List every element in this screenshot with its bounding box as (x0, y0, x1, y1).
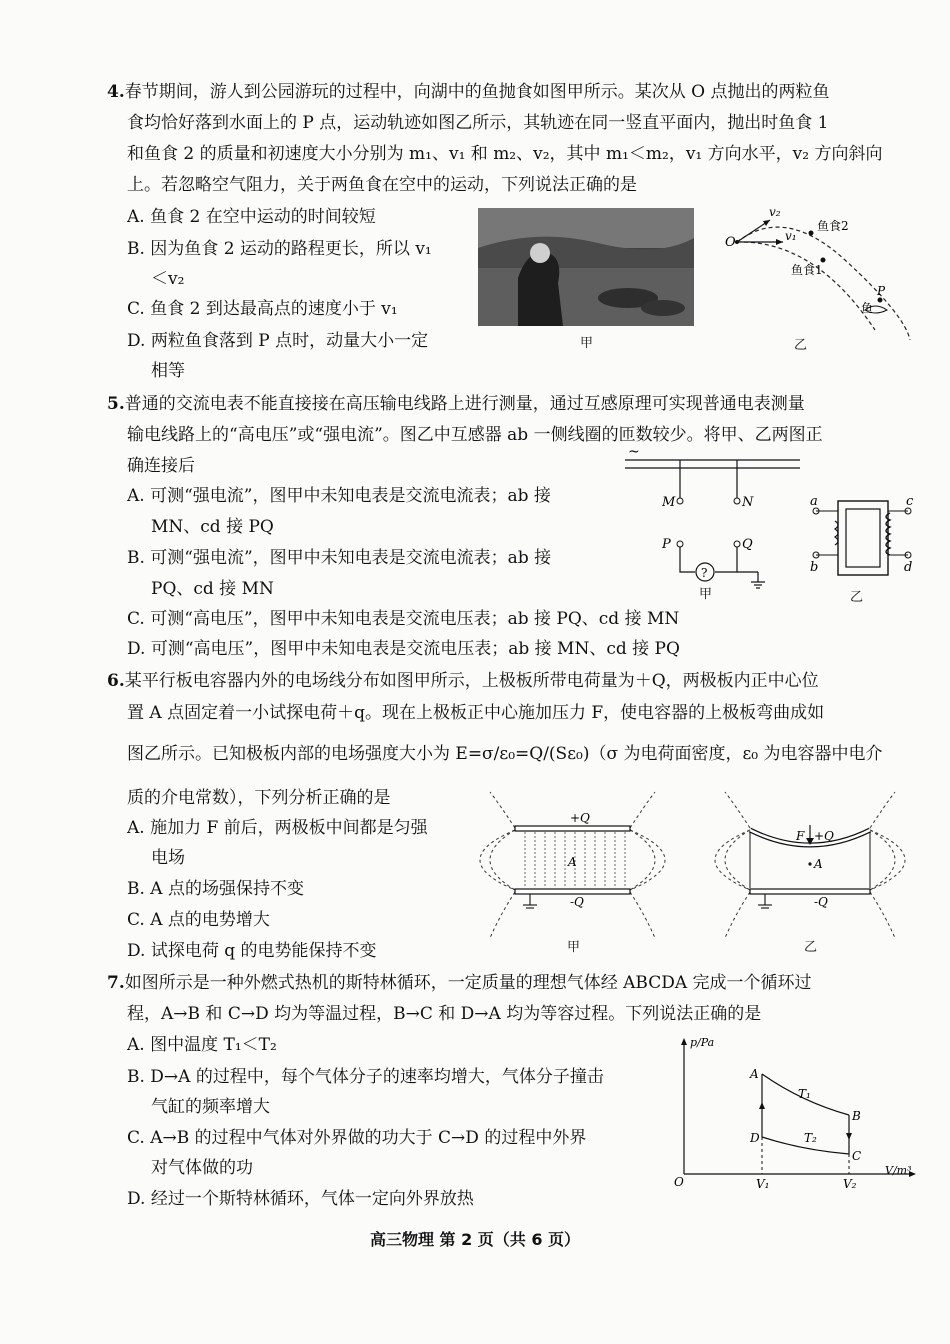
q4-option-a: A. 鱼食 2 在空中运动的时间较短 (127, 207, 376, 227)
q7-option-a: A. 图中温度 T₁＜T₂ (127, 1035, 277, 1055)
svg-text:鱼: 鱼 (861, 301, 874, 315)
svg-text:A: A (750, 1067, 759, 1081)
q5-fig-a-caption: 甲 (699, 587, 713, 602)
q5-option-b-cont: PQ、cd 接 MN (151, 579, 274, 599)
svg-text:C: C (852, 1149, 862, 1163)
q4-stem-line-1: 4.春节期间，游人到公园游玩的过程中，向湖中的鱼抛食如图甲所示。某次从 O 点抛出的两粒鱼 (107, 82, 830, 102)
svg-text:V₂: V₂ (843, 1177, 857, 1191)
q6-option-d: D. 试探电荷 q 的电势能保持不变 (127, 941, 377, 961)
svg-text:-Q: -Q (814, 895, 828, 909)
q4-option-d: D. 两粒鱼食落到 P 点时，动量大小一定 (127, 331, 429, 351)
svg-text:c: c (906, 495, 914, 509)
svg-text:P: P (662, 537, 671, 552)
svg-text:p/Pa: p/Pa (690, 1036, 715, 1049)
q7-option-d: D. 经过一个斯特林循环，气体一定向外界放热 (127, 1189, 474, 1209)
svg-text:Q: Q (742, 537, 753, 552)
q4-fig-a-caption: 甲 (580, 336, 594, 351)
svg-text:d: d (904, 560, 913, 575)
q5-option-c: C. 可测“高电压”，图甲中未知电表是交流电压表；ab 接 PQ、cd 接 MN (127, 609, 680, 629)
svg-text:P: P (877, 284, 886, 298)
svg-text:O: O (725, 235, 736, 250)
svg-text:F: F (796, 829, 805, 843)
q4-number: 4. (107, 82, 125, 102)
q4-option-b-cont: ＜v₂ (151, 269, 185, 289)
q7-option-b-cont: 气缸的频率增大 (151, 1097, 270, 1117)
page-footer: 高三物理 第 2 页（共 6 页） (369, 1230, 581, 1249)
svg-text:+Q: +Q (814, 829, 834, 843)
q4-stem-line-4: 上。若忽略空气阻力，关于两鱼食在空中的运动，下列说法正确的是 (127, 175, 637, 195)
q7-pv-diagram (672, 1032, 942, 1192)
q7-option-c-cont: 对气体做的功 (151, 1158, 253, 1178)
q6-stem-line-3: 图乙所示。已知极板内部的电场强度大小为 E=σ/ε₀=Q/(Sε₀)（σ 为电荷面密度，ε₀ 为电容器中电介 (127, 744, 883, 764)
q6-field-diagram-b (700, 790, 920, 940)
fish-feeding-photo (478, 208, 694, 326)
q5-stem-line-3: 确连接后 (127, 456, 195, 476)
svg-text:M: M (662, 495, 676, 510)
svg-text:a: a (810, 495, 818, 509)
q5-stem-line-1: 5.普通的交流电表不能直接接在高压输电线路上进行测量，通过互感原理可实现普通电表测量 (107, 394, 805, 414)
q6-stem-line-4: 质的介电常数），下列分析正确的是 (127, 788, 391, 808)
svg-text:T₁: T₁ (798, 1087, 811, 1101)
svg-text:b: b (810, 560, 819, 575)
svg-text:O: O (674, 1175, 684, 1189)
q5-circuit-diagram-a (620, 448, 805, 598)
q7-stem-line-2: 程，A→B 和 C→D 均为等温过程，B→C 和 D→A 均为等容过程。下列说法正确的是 (127, 1004, 762, 1024)
svg-text:A: A (814, 857, 823, 871)
q7-number: 7. (107, 973, 125, 993)
svg-text:T₂: T₂ (804, 1131, 817, 1145)
svg-text:V/m³: V/m³ (885, 1164, 912, 1177)
svg-text:-Q: -Q (570, 895, 584, 909)
q6-option-a-cont: 电场 (151, 848, 185, 868)
q5-option-a-cont: MN、cd 接 PQ (151, 517, 274, 537)
svg-text:v₂: v₂ (769, 205, 781, 219)
q5-fig-b-caption: 乙 (850, 590, 864, 605)
svg-text:A: A (568, 855, 577, 869)
svg-text:N: N (742, 495, 754, 510)
q5-option-d: D. 可测“高电压”，图甲中未知电表是交流电压表；ab 接 MN、cd 接 PQ (127, 639, 680, 659)
q6-fig-a-caption: 甲 (567, 940, 581, 955)
q4-option-c: C. 鱼食 2 到达最高点的速度小于 v₁ (127, 299, 398, 319)
q5-option-b: B. 可测“强电流”，图甲中未知电表是交流电流表；ab 接 (127, 548, 552, 568)
svg-text:B: B (852, 1109, 861, 1123)
q4-stem-line-3: 和鱼食 2 的质量和初速度大小分别为 m₁、v₁ 和 m₂、v₂，其中 m₁＜m₂，v₁ 方向水平，v₂ 方向斜向 (127, 144, 883, 164)
q4-option-d-cont: 相等 (151, 361, 185, 381)
q4-fig-b-caption: 乙 (794, 338, 808, 353)
svg-text:鱼食2: 鱼食2 (817, 219, 849, 233)
q6-option-a: A. 施加力 F 前后，两极板中间都是匀强 (127, 818, 428, 838)
q4-stem-line-2: 食均恰好落到水面上的 P 点，运动轨迹如图乙所示，其轨迹在同一竖直平面内，抛出时鱼食 1 (127, 113, 829, 133)
q5-option-a: A. 可测“强电流”，图甲中未知电表是交流电流表；ab 接 (127, 486, 551, 506)
q4-option-b: B. 因为鱼食 2 运动的路程更长，所以 v₁ (127, 239, 432, 259)
svg-text:?: ? (701, 566, 708, 580)
svg-text:V₁: V₁ (756, 1177, 770, 1191)
svg-text:+Q: +Q (570, 811, 590, 825)
q6-number: 6. (107, 671, 125, 691)
svg-text:v₁: v₁ (785, 229, 797, 243)
q6-option-b: B. A 点的场强保持不变 (127, 879, 304, 899)
svg-text:D: D (750, 1131, 760, 1145)
q7-stem-line-1: 7.如图所示是一种外燃式热机的斯特林循环，一定质量的理想气体经 ABCDA 完成一个循环过 (107, 973, 812, 993)
q6-option-c: C. A 点的电势增大 (127, 910, 270, 930)
svg-text:~: ~ (628, 448, 640, 460)
q5-number: 5. (107, 394, 125, 414)
q6-stem-line-2: 置 A 点固定着一小试探电荷＋q。现在上极板正中心施加压力 F，使电容器的上极板弯曲成如 (127, 703, 825, 723)
q7-option-c: C. A→B 的过程中气体对外界做的功大于 C→D 的过程中外界 (127, 1128, 587, 1148)
svg-text:鱼食1: 鱼食1 (791, 263, 823, 277)
q4-trajectory-diagram (725, 200, 925, 350)
q5-transformer-diagram (808, 495, 918, 585)
q5-stem-line-2: 输电线路上的“高电压”或“强电流”。图乙中互感器 ab 一侧线圈的匝数较少。将甲、乙两图正 (127, 425, 823, 445)
q7-option-b: B. D→A 的过程中，每个气体分子的速率均增大，气体分子撞击 (127, 1067, 604, 1087)
q6-stem-line-1: 6.某平行板电容器内外的电场线分布如图甲所示，上极板所带电荷量为＋Q，两极板内正中心位 (107, 671, 819, 691)
q6-field-diagram-a (470, 790, 680, 940)
q6-fig-b-caption: 乙 (804, 940, 818, 955)
